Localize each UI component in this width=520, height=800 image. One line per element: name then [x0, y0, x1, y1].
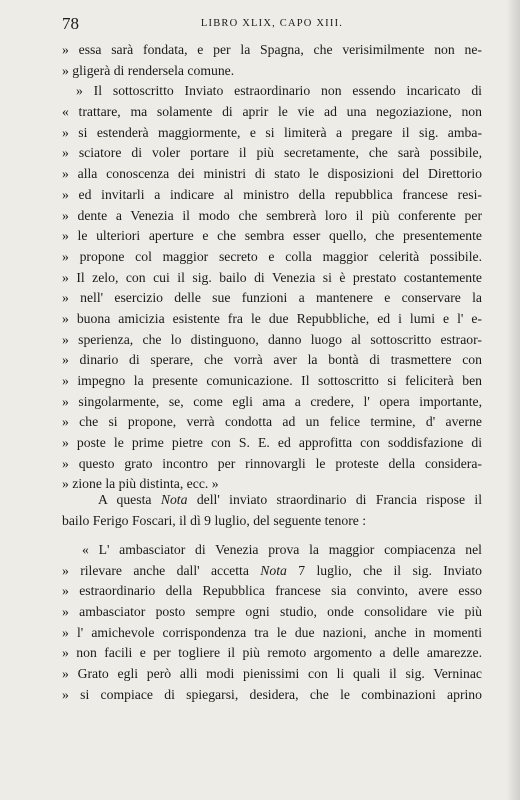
text-line: » buona amicizia esistente fra le due Repubbliche, ed i lumi e l' e-	[62, 310, 482, 326]
text-span: A questa	[98, 492, 161, 507]
text-line	[62, 490, 482, 511]
paragraph-a	[62, 40, 482, 495]
text-line: » alla conoscenza dei ministri di stato le disposizioni del Direttorio	[62, 166, 482, 182]
text-line: » l' amichevole corrispondenza tra le due nazioni, anche in momenti	[62, 624, 482, 640]
text-line: » ambasciator posto sempre ogni studio, onde consolidare vie più	[62, 604, 482, 620]
text-line: » nell' esercizio delle sue funzioni a mantenere e conservare la	[62, 290, 482, 306]
text-line: « L' ambasciator di Venezia prova la maggior compiacenza nel	[82, 542, 482, 557]
text-line: » dente a Venezia il modo che sembrerà loro il più conferente per	[62, 207, 482, 223]
text-line: » sperienza, che lo distinguono, danno luogo al sottoscritto estraor-	[62, 331, 482, 347]
text-line: » le ulteriori aperture e che sembra esser quello, che presentemente	[62, 228, 482, 244]
text-line: » propone col maggior secreto e colla maggior celerità possibile.	[62, 248, 482, 264]
text-line: » Il sottoscritto Inviato estraordinario non essendo incaricato di	[76, 83, 482, 99]
text-line: » singolarmente, se, come egli ama a credere, l' opera importante,	[62, 393, 482, 409]
text-line: « trattare, ma solamente di aprir le vie ad una negoziazione, non	[62, 104, 482, 120]
paragraph-b	[62, 490, 482, 531]
text-span: 7 luglio, che il sig. Inviato	[286, 562, 482, 578]
text-line: » dinario di sperare, che vorrà aver la bontà di trasmettere con	[62, 352, 482, 368]
text-line: » si estenderà maggiormente, e si limiterà a pregare il sig. amba-	[62, 124, 482, 140]
text-line: » ed invitarli a indicare al ministro della repubblica francese resi-	[62, 186, 482, 202]
paragraph-c	[62, 540, 482, 706]
text-line: » si compiace di spiegarsi, desidera, che le combinazioni aprino	[62, 686, 482, 702]
text-line: » Grato egli però alli modi pienissimi con li quali il sig. Verninac	[62, 666, 482, 682]
page-edge-shadow	[506, 0, 520, 800]
text-line: » estraordinario della Repubblica francese sia convinto, avere esso	[62, 583, 482, 599]
text-line: » essa sarà fondata, e per la Spagna, che verisimilmente non ne-	[62, 42, 482, 57]
text-span: » rilevare anche dall' accetta	[62, 562, 261, 578]
italic-nota: Nota	[260, 562, 287, 578]
text-line: » zione la più distinta, ecc. »	[62, 476, 219, 492]
text-line	[62, 561, 482, 582]
page-number: 78	[62, 14, 79, 33]
text-line: » gligerà di rendersela comune.	[62, 62, 235, 78]
italic-nota: Nota	[160, 492, 188, 507]
text-line: » impegno la presente comunicazione. Il sottoscritto si feliciterà ben	[62, 373, 482, 388]
text-line: » poste le prime pietre con S. E. ed approfitta con soddisfazione di	[62, 435, 482, 451]
text-line: bailo Ferigo Foscari, il dì 9 luglio, del seguente tenore :	[62, 512, 367, 528]
running-head: LIBRO XLIX, CAPO XIII.	[200, 18, 344, 29]
text-line: » non facili e per togliere il più remoto argomento a delle amarezze.	[62, 645, 482, 661]
text-line: » che si propone, verrà condotta ad un felice termine, d' averne	[62, 414, 482, 430]
text-line: » sciatore di voler portare il più secretamente, che sarà possibile,	[62, 145, 482, 161]
page-header	[62, 14, 482, 36]
text-line: » questo grato incontro per rinnovargli le proteste della considera-	[62, 455, 482, 471]
text-line: » Il zelo, con cui il sig. bailo di Venezia si è prestato costantemente	[62, 269, 482, 285]
text-span: dell' inviato straordinario di Francia rispose il	[187, 492, 482, 507]
